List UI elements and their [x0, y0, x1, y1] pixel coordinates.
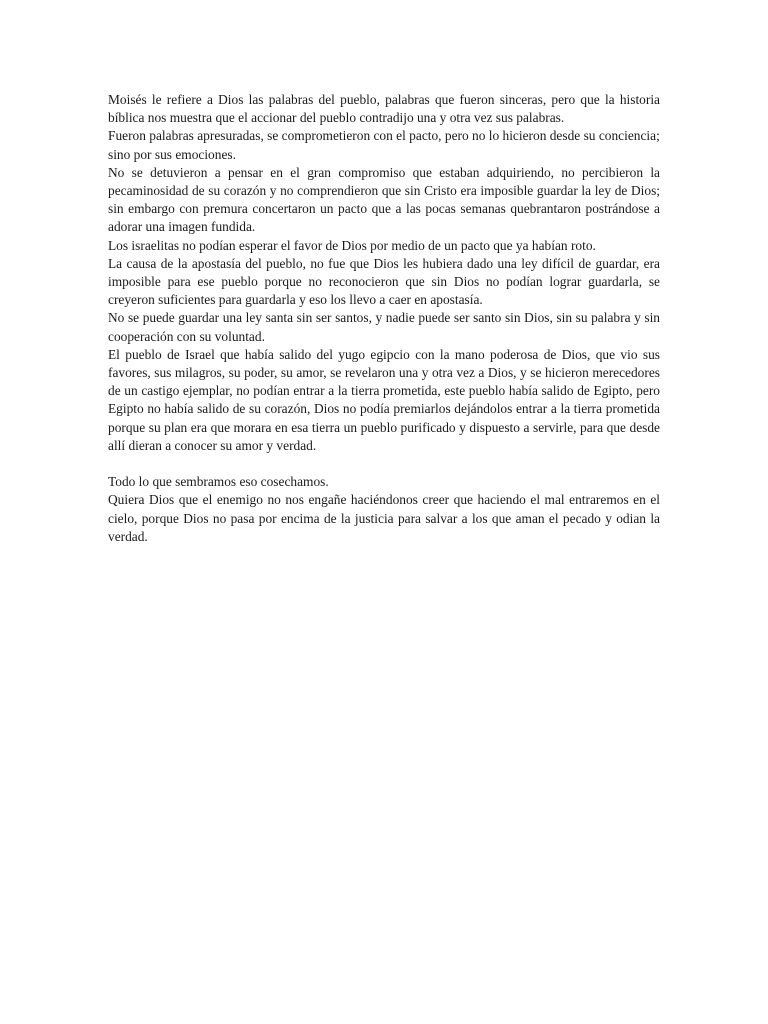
paragraph-2: Fueron palabras apresuradas, se comprometieron con el pacto, pero no lo hicieron desde su conciencia; sino por sus emociones. [108, 128, 660, 162]
paragraph-5: La causa de la apostasía del pueblo, no fue que Dios les hubiera dado una ley difícil de guardar, era imposible para ese pueblo porque no reconocieron que sin Dios no podían lograr guardarla, se creyeron suficientes para guardarla y eso los llevo a caer en apostasía. [108, 255, 660, 308]
closing-paragraph-2: Quiera Dios que el enemigo no nos engañe haciéndonos creer que haciendo el mal entraremos en el cielo, porque Dios no pasa por encima de la justicia para salvar a los que aman el pecado y odian la verdad. [108, 492, 660, 544]
paragraph-7: El pueblo de Israel que había salido del yugo egipcio con la mano poderosa de Dios, que vio sus favores, sus milagros, su poder, su amor, se revelaron una y otra vez a Dios, y se hicieron merecedores de un castigo ejemplar, no podían entrar a la tierra prometida, este pueblo había salido de Egipto, pero Egipto no había salido de su corazón, Dios no podía premiarlos dejándolos entrar a la tierra prometida porque su plan era que morara en esa tierra un pueblo purificado y dispuesto a servirle, para que desde allí dieran a conocer su amor y verdad. [108, 346, 660, 453]
paragraph-3: No se detuvieron a pensar en el gran compromiso que estaban adquiriendo, no percibieron la pecaminosidad de su corazón y no comprendieron que sin Cristo era imposible guardar la ley de Dios; sin embargo con premura concertaron un pacto que a las pocas semanas quebrantaron postrándose a adorar una imagen fundida. [108, 164, 660, 235]
document-page [108, 91, 660, 546]
paragraph-6: No se puede guardar una ley santa sin ser santos, y nadie puede ser santo sin Dios, sin su palabra y sin cooperación con su voluntad. [108, 310, 660, 344]
closing-line-1: Todo lo que sembramos eso cosechamos. [108, 474, 329, 490]
paragraph-1: Moisés le refiere a Dios las palabras del pueblo, palabras que fueron sinceras, pero que la historia bíblica nos muestra que el accionar del pueblo contradijo una y otra vez sus palabras. [108, 92, 660, 126]
blank-line [108, 455, 660, 473]
paragraph-4: Los israelitas no podían esperar el favor de Dios por medio de un pacto que ya habían roto. [108, 237, 596, 253]
